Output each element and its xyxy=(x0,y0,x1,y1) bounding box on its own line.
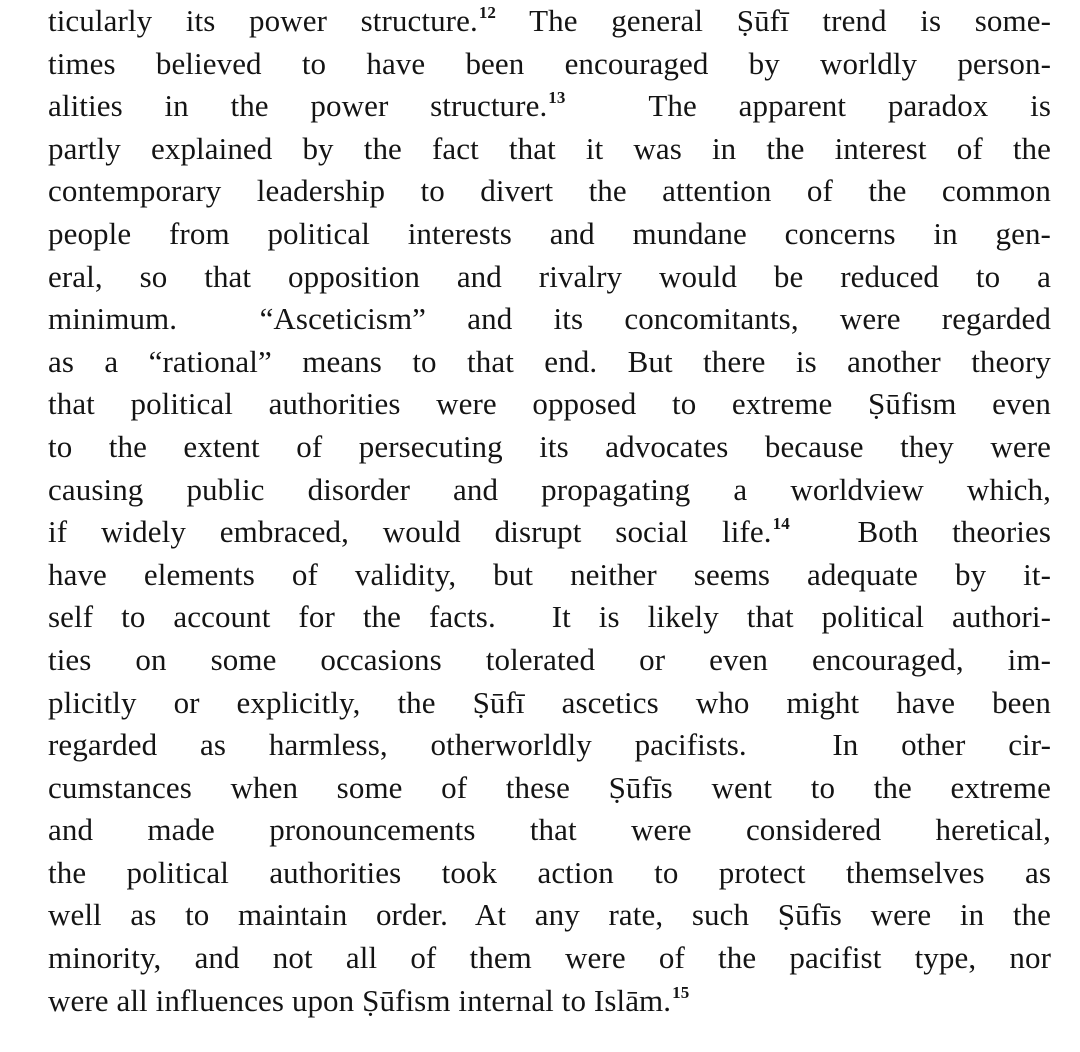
footnote-marker: 12 xyxy=(478,3,497,22)
line-text: to the extent of persecuting its advocates because they were xyxy=(48,428,1051,464)
text-line xyxy=(48,469,1051,512)
footnote-marker: 14 xyxy=(772,514,790,534)
line-text: ties on some occasions tolerated or even encouraged, im- xyxy=(48,641,1051,677)
text-line xyxy=(48,852,1051,895)
text-line xyxy=(48,43,1051,86)
footnote-marker: 13 xyxy=(548,88,566,108)
line-text: partly explained by the fact that it was in the interest of the xyxy=(48,130,1051,166)
text-line xyxy=(48,639,1051,682)
line-text-continued: The apparent paradox is xyxy=(565,88,1051,124)
line-text: cumstances when some of these Ṣūfīs went to the extreme xyxy=(48,769,1051,805)
text-line xyxy=(48,298,1051,341)
line-text: minority, and not all of them were of the pacifist type, nor xyxy=(48,940,1051,976)
text-line xyxy=(48,937,1051,980)
line-text: causing public disorder and propagating a worldview which, xyxy=(48,471,1051,507)
line-text: and made pronouncements that were considered heretical, xyxy=(48,812,1051,848)
line-text: if widely embraced, would disrupt social life. xyxy=(48,514,772,550)
line-text-continued: The general Ṣūfī trend is some- xyxy=(496,3,1051,38)
footnote-marker: 15 xyxy=(672,982,690,1002)
document-page xyxy=(48,0,1051,1022)
text-line xyxy=(48,554,1051,597)
line-text: minimum. “Asceticism” and its concomitants, were regarded xyxy=(48,301,1051,337)
line-text: that political authorities were opposed to extreme Ṣūfism even xyxy=(48,386,1051,422)
text-line xyxy=(48,724,1051,767)
line-text: eral, so that opposition and rivalry would be reduced to a xyxy=(48,258,1051,294)
text-line xyxy=(48,213,1051,256)
text-line xyxy=(48,511,1051,554)
text-line xyxy=(48,980,1051,1023)
line-text: contemporary leadership to divert the attention of the common xyxy=(48,173,1051,209)
line-text: well as to maintain order. At any rate, such Ṣūfīs were in the xyxy=(48,897,1051,933)
line-text: were all influences upon Ṣūfism internal to Islām. xyxy=(48,982,672,1018)
text-line xyxy=(48,128,1051,171)
line-text: regarded as harmless, otherworldly pacifists. In other cir- xyxy=(48,727,1051,763)
body-paragraph xyxy=(48,0,1051,1022)
line-text: have elements of validity, but neither seems adequate by it- xyxy=(48,556,1051,592)
text-line xyxy=(48,894,1051,937)
text-line xyxy=(48,682,1051,725)
line-text: alities in the power structure. xyxy=(48,88,548,124)
line-text-continued: Both theories xyxy=(789,514,1051,550)
line-text: plicitly or explicitly, the Ṣūfī ascetics who might have been xyxy=(48,684,1051,720)
line-text: self to account for the facts. It is likely that political authori- xyxy=(48,599,1051,635)
text-line xyxy=(48,0,1051,43)
text-line xyxy=(48,341,1051,384)
line-text: people from political interests and mundane concerns in gen- xyxy=(48,215,1051,251)
text-line xyxy=(48,809,1051,852)
line-text: ticularly its power structure. xyxy=(48,3,478,38)
text-line xyxy=(48,170,1051,213)
text-line xyxy=(48,383,1051,426)
text-line xyxy=(48,767,1051,810)
text-line xyxy=(48,596,1051,639)
text-line xyxy=(48,256,1051,299)
text-line xyxy=(48,426,1051,469)
text-line xyxy=(48,85,1051,128)
line-text: the political authorities took action to protect themselves as xyxy=(48,854,1051,890)
line-text: as a “rational” means to that end. But there is another theory xyxy=(48,343,1051,379)
line-text: times believed to have been encouraged by worldly person- xyxy=(48,45,1051,81)
